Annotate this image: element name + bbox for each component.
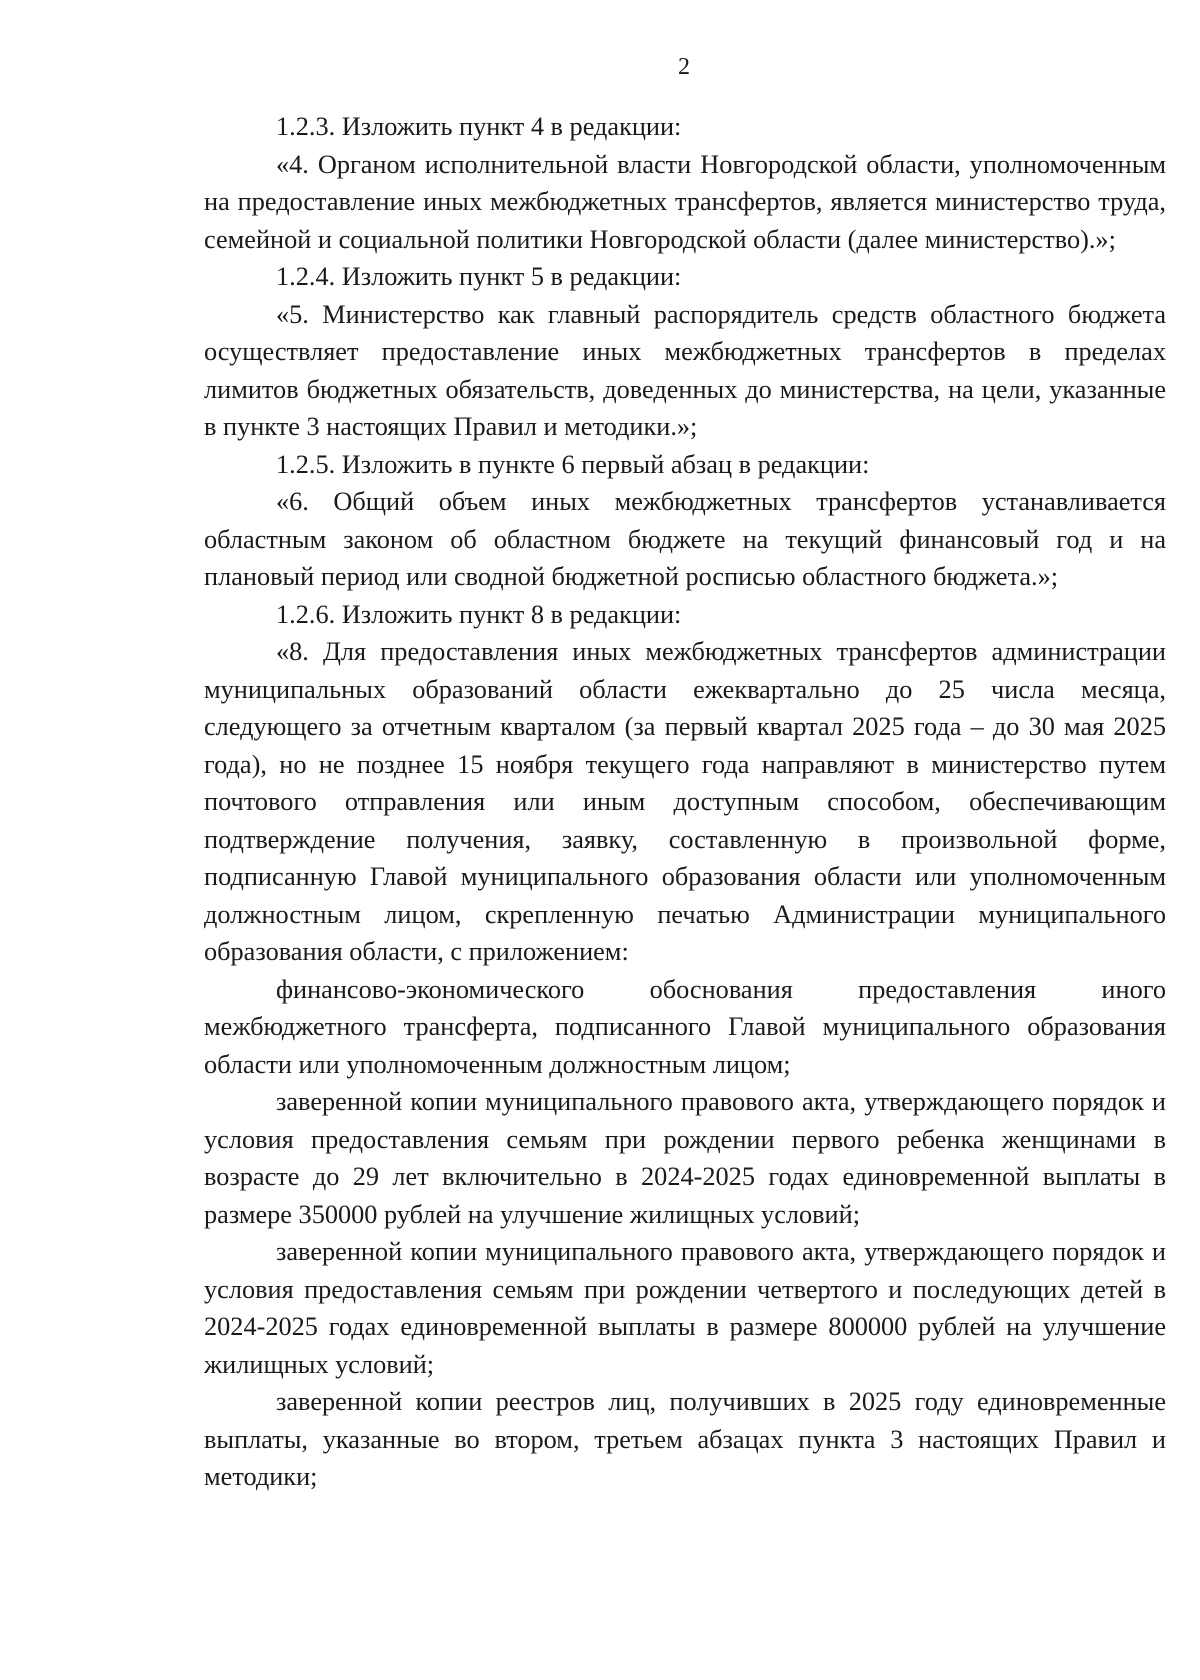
paragraph-attachment-act-first-child: заверенной копии муниципального правового акта, утверждающего порядок и условия предоставления семьям при рождении первого ребенка женщинами в возрасте до 29 лет включительно в 2024-2025 годах единовременной выплаты в размере 350000 рублей на улучшение жилищных условий;	[204, 1087, 1166, 1229]
paragraph-point-6-text: «6. Общий объем иных межбюджетных трансфертов устанавливается областным законом об областном бюджете на текущий финансовый год и на плановый период или сводной бюджетной росписью областного бюджета.»;	[204, 487, 1166, 591]
paragraph-item-1-2-6: 1.2.6. Изложить пункт 8 в редакции:	[276, 599, 682, 629]
paragraph-point-4-text: «4. Органом исполнительной власти Новгородской области, уполномоченным на предоставление иных межбюджетных трансфертов, является министерство труда, семейной и социальной политики Новгородской области (далее министерство).»;	[204, 149, 1166, 254]
paragraph-attachment-act-fourth-child: заверенной копии муниципального правового акта, утверждающего порядок и условия предоставления семьям при рождении четвертого и последующих детей в 2024-2025 годах единовременной выплаты в размере 800000 рублей на улучшение жилищных условий;	[204, 1237, 1166, 1379]
page-number: 2	[678, 54, 690, 80]
paragraph-point-8-text: «8. Для предоставления иных межбюджетных трансфертов администрации муниципальных образований области ежеквартально до 25 числа месяца, следующего за отчетным кварталом (за первый квартал 2025 года – до 30 мая 2025 года), но не позднее 15 ноября текущего года направляют в министерство путем почтового отправления или иным доступным способом, обеспечивающим подтверждение получения, заявку, составленную в произвольной форме, подписанную Главой муниципального образования области или уполномоченным должностным лицом, скрепленную печатью Администрации муниципального образования области, с приложением:	[204, 637, 1166, 966]
paragraph-attachment-justification: финансово-экономического обоснования предоставления иного межбюджетного трансферта, подписанного Главой муниципального образования области или уполномоченным должностным лицом;	[204, 974, 1166, 1079]
paragraph-item-1-2-3: 1.2.3. Изложить пункт 4 в редакции:	[276, 112, 682, 141]
document-body	[204, 108, 1166, 1496]
paragraph-item-1-2-4: 1.2.4. Изложить пункт 5 в редакции:	[276, 262, 682, 291]
paragraph-attachment-registers: заверенной копии реестров лиц, получивших в 2025 году единовременные выплаты, указанные во втором, третьем абзацах пункта 3 настоящих Правил и методики;	[204, 1387, 1166, 1491]
paragraph-point-5-text: «5. Министерство как главный распорядитель средств областного бюджета осуществляет предоставление иных межбюджетных трансфертов в пределах лимитов бюджетных обязательств, доведенных до министерства, на цели, указанные в пункте 3 настоящих Правил и методики.»;	[204, 299, 1166, 441]
paragraph-item-1-2-5: 1.2.5. Изложить в пункте 6 первый абзац в редакции:	[276, 449, 870, 479]
